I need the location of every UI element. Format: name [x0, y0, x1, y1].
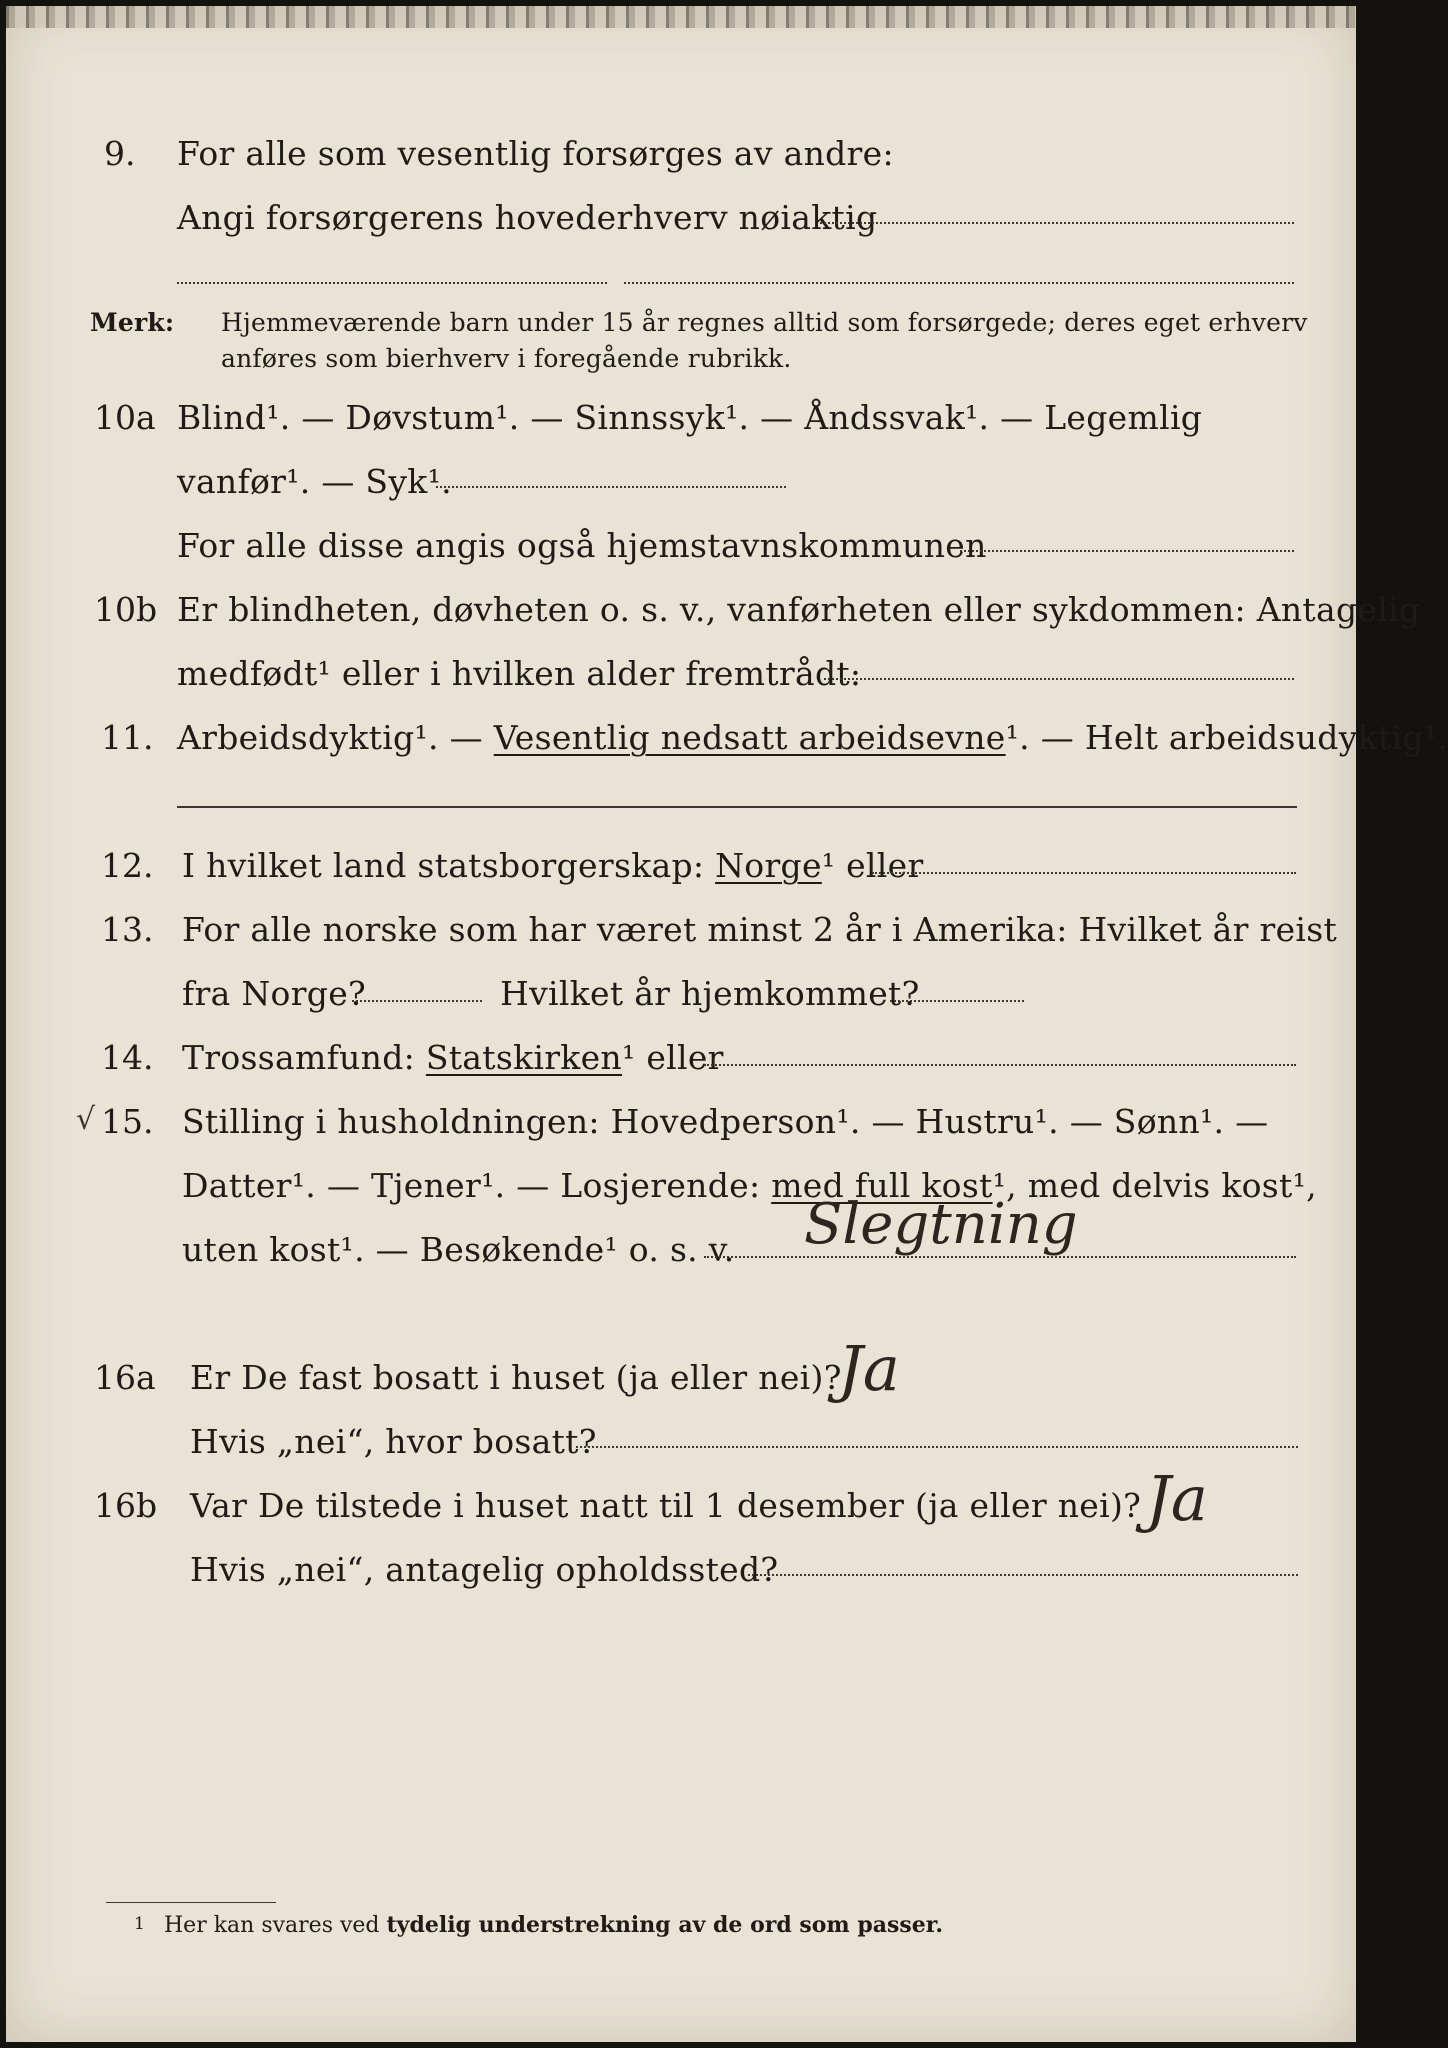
q13-hjemkommet-answer-line[interactable] — [890, 1000, 1024, 1002]
q10a-number: 10a — [94, 398, 156, 437]
q14-number: 14. — [101, 1038, 154, 1077]
q16b-line1: Var De tilstede i huset natt til 1 desember (ja eller nei)? — [190, 1486, 1142, 1525]
q10a-line1: Blind¹. — Døvstum¹. — Sinnssyk¹. — Åndssvak¹. — Legemlig — [177, 398, 1203, 437]
q14-line — [182, 1038, 724, 1077]
q11-number: 11. — [101, 718, 154, 757]
merk-label: Merk: — [90, 308, 175, 337]
q14-part3: ¹ eller — [622, 1038, 724, 1077]
q13-line2a: fra Norge? — [182, 974, 367, 1013]
q16b-opholdssted-answer-line[interactable] — [748, 1574, 1298, 1576]
q11-underlined-answer: Vesentlig nedsatt arbeidsevne — [493, 718, 1006, 757]
q15-line1: Stilling i husholdningen: Hovedperson¹. — Hustru¹. — Sønn¹. — — [182, 1102, 1269, 1141]
q12-underlined-answer: Norge — [715, 846, 822, 885]
q16b-line2: Hvis „nei“, antagelig opholdssted? — [190, 1550, 779, 1589]
q14-answer-line[interactable] — [704, 1064, 1296, 1066]
q15-line2a: Datter¹. — Tjener¹. — Losjerende: — [182, 1166, 772, 1205]
q16b-number: 16b — [94, 1486, 158, 1525]
q12-part1: I hvilket land statsborgerskap: — [182, 846, 716, 885]
q10a-hjemstavn-line[interactable] — [960, 550, 1294, 552]
q10a-answer-line[interactable] — [436, 486, 786, 488]
q13-line1: For alle norske som har været minst 2 år i Amerika: Hvilket år reist — [182, 910, 1338, 949]
q10b-line1: Er blindheten, døvheten o. s. v., vanførheten eller sykdommen: Antagelig — [177, 590, 1421, 629]
q10b-number: 10b — [94, 590, 158, 629]
q12-number: 12. — [101, 846, 154, 885]
q14-part1: Trossamfund: — [182, 1038, 426, 1077]
footnote-text-plain: Her kan svares ved — [164, 1913, 387, 1938]
q10b-answer-line[interactable] — [824, 678, 1294, 680]
merk-line2: anføres som bierhverv i foregående rubrikk. — [221, 344, 792, 373]
scan-edge-strip — [6, 6, 1356, 28]
q9-line2: Angi forsørgerens hovederhverv nøiaktig — [177, 198, 878, 237]
q11-line — [177, 718, 1448, 757]
q15-number: 15. — [101, 1102, 154, 1141]
q12-part3: ¹ eller — [821, 846, 924, 885]
q15-line2 — [182, 1166, 1317, 1205]
q9-line1: For alle som vesentlig forsørges av andre: — [177, 134, 894, 173]
merk-line1: Hjemmeværende barn under 15 år regnes alltid som forsørgede; deres eget erhverv — [221, 308, 1308, 337]
q13-reist-answer-line[interactable] — [352, 1000, 482, 1002]
q12-answer-line[interactable] — [872, 872, 1296, 874]
footnote-text-bold: tydelig understrekning av de ord som passer. — [386, 1912, 944, 1938]
q16a-line1: Er De fast bosatt i huset (ja eller nei)? — [190, 1358, 842, 1397]
q16b-handwritten-answer: Ja — [1146, 1462, 1208, 1535]
census-form-page — [6, 6, 1448, 2042]
q10a-line3: For alle disse angis også hjemstavnskommunen — [177, 526, 987, 565]
q15-line2c: ¹, med delvis kost¹, — [992, 1166, 1317, 1205]
q16a-line2: Hvis „nei“, hvor bosatt? — [190, 1422, 597, 1461]
q16a-number: 16a — [94, 1358, 156, 1397]
footnote-text — [164, 1912, 943, 1938]
q15-check-mark: √ — [76, 1102, 96, 1137]
q10a-line2: vanfør¹. — Syk¹. — [177, 462, 452, 501]
q11-part3: ¹. — Helt arbeidsudyktig¹. — [1005, 718, 1448, 757]
q16a-handwritten-answer: Ja — [838, 1332, 900, 1405]
q15-line3: uten kost¹. — Besøkende¹ o. s. v. — [182, 1230, 735, 1269]
q15-underlined-answer: med full kost — [771, 1166, 993, 1205]
q16a-bosatt-answer-line[interactable] — [576, 1446, 1298, 1448]
q15-handwritten-answer: Slegtning — [804, 1192, 1078, 1257]
q12-line — [182, 846, 924, 885]
footnote-divider — [106, 1902, 276, 1903]
q9-answer-line[interactable] — [820, 222, 1294, 224]
q13-number: 13. — [101, 910, 154, 949]
q9-answer-line-2b[interactable] — [624, 282, 1294, 284]
q9-answer-line-2a[interactable] — [177, 282, 607, 284]
q13-line2b: Hvilket år hjemkommet? — [500, 974, 920, 1013]
q11-part1: Arbeidsdyktig¹. — — [177, 718, 494, 757]
q10b-line2: medfødt¹ eller i hvilken alder fremtrådt: — [177, 654, 862, 693]
q14-underlined-answer: Statskirken — [425, 1038, 622, 1077]
footnote-mark: 1 — [134, 1914, 145, 1934]
q11-answer-line[interactable] — [177, 806, 1297, 808]
q9-number: 9. — [104, 134, 136, 173]
